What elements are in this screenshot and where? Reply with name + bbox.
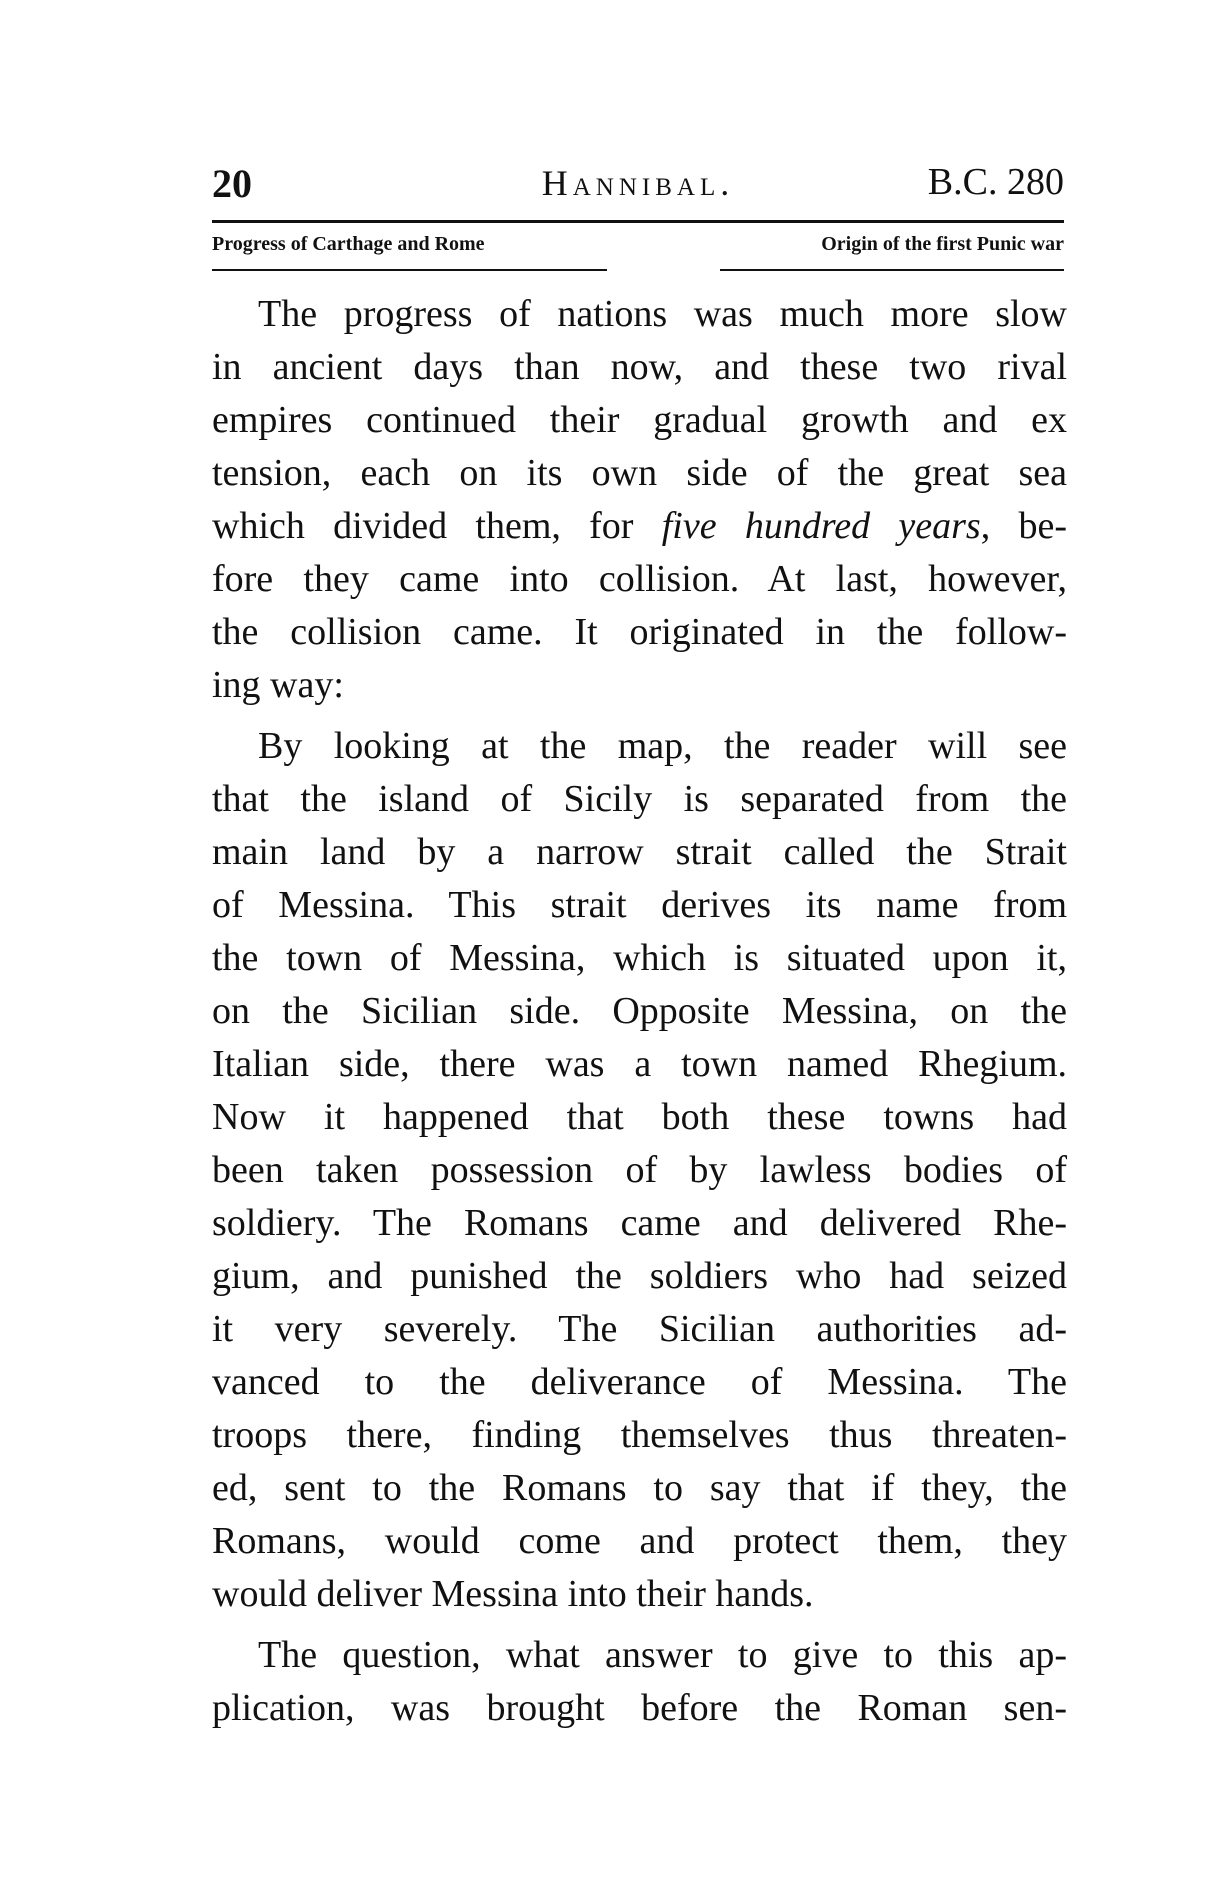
sidenote-right: Origin of the first Punic war (821, 233, 1064, 255)
text-line: By looking at the map, the reader will see (258, 725, 1067, 767)
text-line: plication, was brought before the Roman sen- (212, 1687, 1067, 1729)
text-line: troops there, finding themselves thus threaten- (212, 1414, 1067, 1456)
text-line: the collision came. It originated in the follow- (212, 611, 1067, 653)
text-line: vanced to the deliverance of Messina. The (212, 1361, 1067, 1403)
header-date: B.C. 280 (927, 161, 1064, 203)
text-line: ing way: (212, 664, 344, 706)
header-rule (212, 220, 1064, 223)
text-line (212, 500, 1067, 553)
text-line: in ancient days than now, and these two rival (212, 346, 1067, 388)
paragraph-gap (212, 1621, 1067, 1629)
body-text (212, 288, 1067, 1735)
text-line: that the island of Sicily is separated from the (212, 778, 1067, 820)
text-line: The progress of nations was much more slow (258, 293, 1067, 335)
text-line: would deliver Messina into their hands. (212, 1573, 814, 1615)
sidenote-left: Progress of Carthage and Rome (212, 233, 485, 255)
text-line: tension, each on its own side of the great sea (212, 452, 1067, 494)
paragraph-gap (212, 712, 1067, 720)
text-line: on the Sicilian side. Opposite Messina, on the (212, 990, 1067, 1032)
text-fragment: , be- (980, 505, 1067, 547)
italic-phrase: five hundred years (661, 505, 981, 547)
text-line: been taken possession of by lawless bodies of (212, 1149, 1067, 1191)
text-line: Italian side, there was a town named Rhegium. (212, 1043, 1067, 1085)
page-header (212, 160, 1064, 220)
text-line: Now it happened that both these towns had (212, 1096, 1067, 1138)
text-line: Romans, would come and protect them, they (212, 1520, 1067, 1562)
text-line: soldiery. The Romans came and delivered Rhe- (212, 1202, 1067, 1244)
text-line: main land by a narrow strait called the Strait (212, 831, 1067, 873)
text-fragment: which divided them, for (212, 505, 662, 547)
text-line: the town of Messina, which is situated upon it, (212, 937, 1067, 979)
paragraph-1 (212, 288, 1067, 712)
text-line: gium, and punished the soldiers who had seized (212, 1255, 1067, 1297)
text-line: ed, sent to the Romans to say that if they, the (212, 1467, 1067, 1509)
text-line: it very severely. The Sicilian authorities ad- (212, 1308, 1067, 1350)
paragraph-3 (212, 1629, 1067, 1735)
sidenote-rule-left (212, 269, 607, 271)
text-line: of Messina. This strait derives its name from (212, 884, 1067, 926)
paragraph-2 (212, 720, 1067, 1621)
marginal-notes (212, 233, 1064, 261)
text-line: fore they came into collision. At last, however, (212, 558, 1067, 600)
sidenote-rule-right (720, 269, 1064, 271)
running-title: Hannibal. (541, 163, 735, 203)
text-line: The question, what answer to give to this ap- (258, 1634, 1067, 1676)
text-line: empires continued their gradual growth and ex (212, 399, 1067, 441)
page-number: 20 (212, 161, 252, 206)
